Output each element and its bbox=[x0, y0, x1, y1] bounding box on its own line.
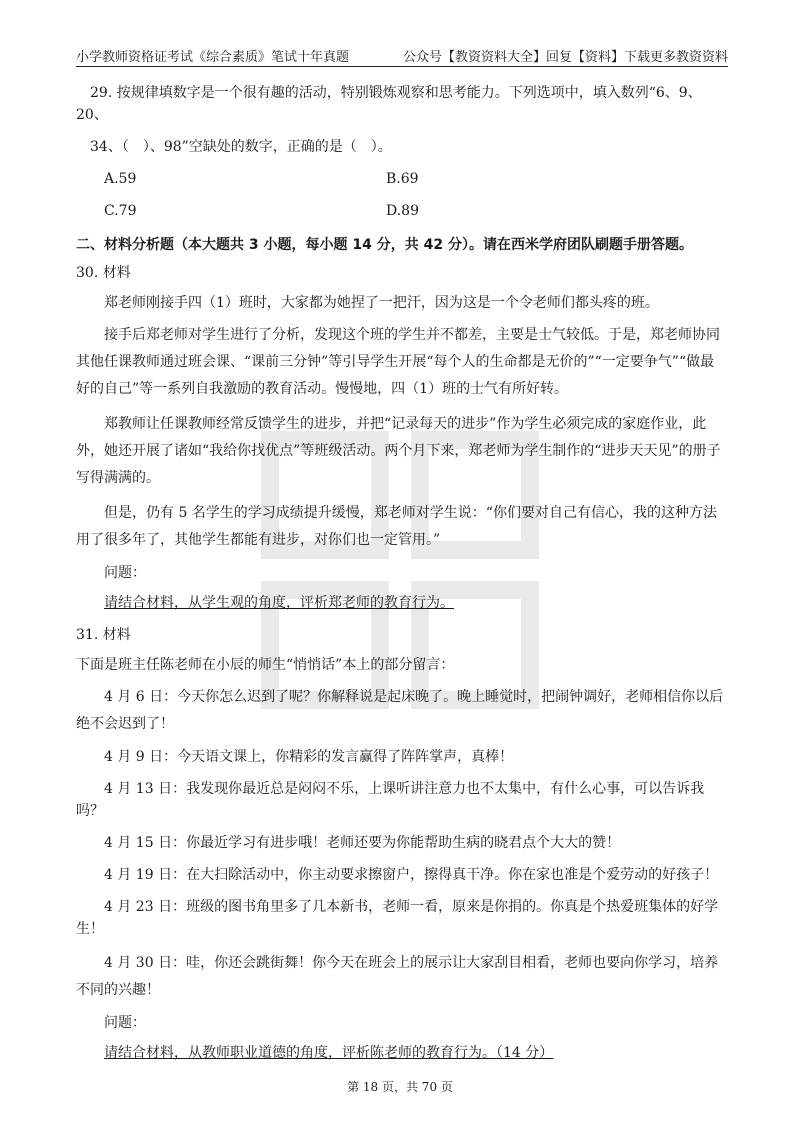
q30-question-label: 问题： bbox=[104, 565, 146, 581]
q29-option-d: D.89 bbox=[386, 203, 419, 219]
q29-stem-line1: 29. 按规律填数字是一个很有趣的活动，特别锻炼观察和思考能力。下列选项中，填入数列“6、9、20、 bbox=[76, 85, 702, 123]
q30-paragraph-3: 郑教师让任课教师经常反馈学生的进步，并把“记录每天的进步”作为学生必须完成的家庭作业，此外，她还开展了诸如“我给你找优点”等班级活动。两个月下来，郑老师为学生制作的“进步天天见”的册子写得满满的。 bbox=[76, 416, 721, 486]
q31-entry-2: 4 月 9 日：今天语文课上，你精彩的发言赢得了阵阵掌声，真棒！ bbox=[104, 749, 514, 765]
section-title: 二、材料分析题（本大题共 3 小题，每小题 14 分，共 42 分）。请在西米学府团队刷题手册答题。 bbox=[76, 237, 693, 253]
header-divider bbox=[76, 66, 728, 67]
q31-question: 请结合材料，从教师职业道德的角度，评析陈老师的教育行为。（14 分） bbox=[104, 1045, 554, 1061]
q30-label: 30. 材料 bbox=[76, 265, 131, 281]
q31-intro: 下面是班主任陈老师在小辰的师生“悄悄话”本上的部分留言： bbox=[76, 657, 455, 673]
q29-stem-line2: 34、（ ）、98”空缺处的数字，正确的是（ ）。 bbox=[90, 139, 392, 155]
q29-option-c: C.79 bbox=[104, 203, 137, 219]
header-promo: 公众号【教资资料大全】回复【资料】下载更多教资资料 bbox=[402, 50, 728, 65]
q31-label: 31. 材料 bbox=[76, 627, 131, 643]
q30-question: 请结合材料，从学生观的角度，评析郑老师的教育行为。 bbox=[104, 595, 454, 611]
header-title: 小学教师资格证考试《综合素质》笔试十年真题 bbox=[76, 50, 350, 65]
page-number: 第 18 页，共 70 页 bbox=[347, 1080, 453, 1094]
q31-entry-6: 4 月 23 日：班级的图书角里多了几本新书，老师一看，原来是你捐的。你真是个热爱班集体的好学生！ bbox=[76, 899, 719, 937]
q31-entry-5: 4 月 19 日：在大扫除活动中，你主动要求擦窗户，擦得真干净。你在家也准是个爱劳动的好孩子！ bbox=[104, 867, 719, 883]
q29-option-b: B.69 bbox=[386, 171, 419, 187]
q31-question-label: 问题： bbox=[104, 1015, 146, 1031]
q31-entry-3: 4 月 13 日：我发现你最近总是闷闷不乐，上课听讲注意力也不太集中，有什么心事，可以告诉我吗？ bbox=[76, 781, 705, 819]
q30-paragraph-4: 但是，仍有 5 名学生的学习成绩提升缓慢，郑老师对学生说：“你们要对自己有信心，我的这种方法用了很多年了，其他学生都能有进步，对你们也一定管用。” bbox=[76, 505, 717, 548]
q30-paragraph-1: 郑老师刚接手四（1）班时，大家都为她捏了一把汗，因为这是一个令老师们都头疼的班。 bbox=[104, 295, 659, 311]
q31-entry-7: 4 月 30 日：哇，你还会跳街舞！你今天在班会上的展示让大家刮目相看，老师也要向你学习，培养不同的兴趣！ bbox=[76, 955, 719, 998]
q30-paragraph-2: 接手后郑老师对学生进行了分析，发现这个班的学生并不都差，主要是士气较低。于是，郑老师协同其他任课教师通过班会课、“课前三分钟”等引导学生开展“每个人的生命都是无价的”“一定要争气”“做最好的自己”等一系列自我激励的教育活动。慢慢地，四（1）班的士气有所好转。 bbox=[76, 327, 720, 397]
q29-options-row2 bbox=[104, 200, 728, 222]
q29-options-row1 bbox=[104, 168, 728, 190]
document-body bbox=[76, 82, 728, 1064]
q31-entry-4: 4 月 15 日：你最近学习有进步哦！老师还要为你能帮助生病的晓君点个大大的赞！ bbox=[104, 835, 621, 851]
q31-entry-1: 4 月 6 日：今天你怎么迟到了呢？你解释说是起床晚了。晚上睡觉时，把闹钟调好，老师相信你以后绝不会迟到了！ bbox=[76, 689, 724, 732]
q29-option-a: A.59 bbox=[104, 171, 137, 187]
